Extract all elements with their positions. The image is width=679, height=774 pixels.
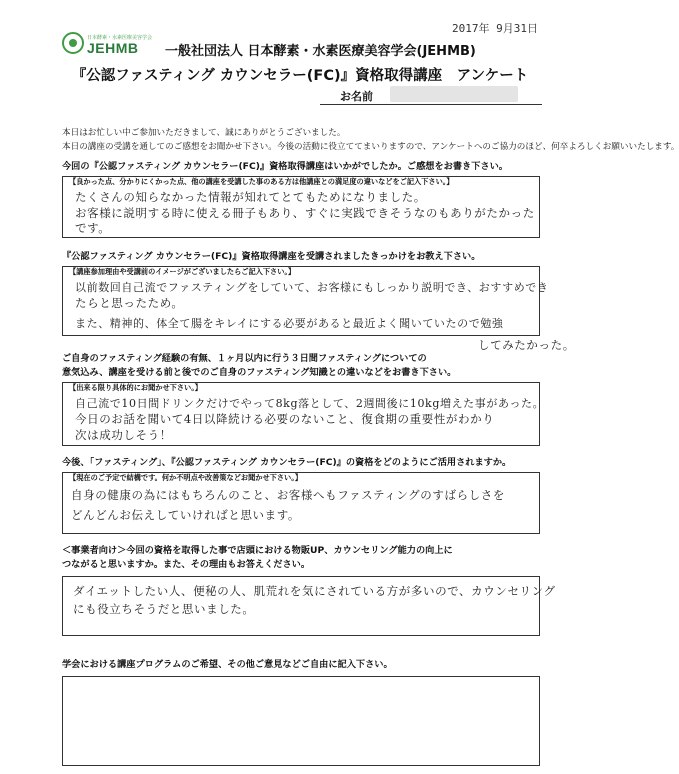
question-3-line-2: 意気込み、講座を受ける前と後でのご自身のファスティング知識との違いなどをお書き下さい。 <box>62 367 457 378</box>
hint-1: 【良かった点、分かりにくかった点、他の講座を受講した事のある方は他講座との満足度の違いなどをご記入下さい。】 <box>69 177 454 186</box>
answer-1-line-3: です。 <box>75 221 111 235</box>
hint-3: 【出来る限り具体的にお聞かせ下さい。】 <box>69 383 202 392</box>
answer-5-line-2: にも役立ちそうだと思いました。 <box>73 602 255 616</box>
answer-4-line-2: どんどんお伝えしていければと思います。 <box>71 508 300 522</box>
hint-4: 【現在のご予定で結構です。何か不明点や改善策などお聞かせ下さい。】 <box>69 473 303 482</box>
answer-box-6[interactable] <box>62 676 540 766</box>
answer-box-5[interactable] <box>62 576 556 636</box>
organization-name: 一般社団法人 日本酵素・水素医療美容学会(JEHMB) <box>165 44 476 59</box>
name-label: お名前 <box>340 90 373 103</box>
answer-2-line-4: してみたかった。 <box>478 338 575 352</box>
page-title: 『公認ファスティング カウンセラー(FC)』資格取得講座 アンケート <box>71 68 529 84</box>
answer-3-line-2: 今日のお話を聞いて4日以降続ける必要のないこと、復食期の重要性がわかり <box>75 412 495 426</box>
answer-2-line-3: また、精神的、体全て腸をキレイにする必要があると最近よく聞いていたので勉強 <box>75 317 504 330</box>
logo-emblem-icon <box>62 32 84 54</box>
answer-2-line-2: たらと思ったため。 <box>75 296 184 310</box>
answer-1-line-2: お客様に説明する時に使える冊子もあり、すぐに実践できそうなのもありがたかった <box>75 206 535 220</box>
answer-5-line-1: ダイエットしたい人、便秘の人、肌荒れを気にされている方が多いので、カウンセリング <box>73 584 556 598</box>
jehmb-logo <box>62 32 152 58</box>
logo-subtitle: 日本酵素・水素医療美容学会 <box>87 35 153 41</box>
intro-text <box>62 126 679 154</box>
logo-text: JEHMB <box>87 40 139 56</box>
question-5-line-2: つながると思いますか。また、その理由もお答えください。 <box>62 559 311 570</box>
answer-4-line-1: 自身の健康の為にはもちろんのこと、お客様へもファスティングのすばらしさを <box>71 488 505 502</box>
question-5-line-1: ＜事業者向け＞今回の資格を取得した事で店頭における物販UP、カウンセリング能力の向上に <box>62 545 453 556</box>
answer-3-line-1: 自己流で10日間ドリンクだけでやって8kg落として、2週間後に10kg増えた事があった。 <box>75 397 545 410</box>
answer-3-line-3: 次は成功しそう！ <box>75 428 172 442</box>
intro-line-1: 本日はお忙しい中ご参加いただきまして、誠にありがとうございました。 <box>62 128 346 138</box>
answer-2-line-1: 以前数回自己流でファスティングをしていて、お客様にもしっかり説明でき、おすすめでき <box>75 281 549 294</box>
question-2: 『公認ファスティング カウンセラー(FC)』資格取得講座を受講されましたきっかけをお教え下さい。 <box>62 251 481 262</box>
intro-line-2: 本日の講座の受講を通してのご感想をお聞かせ下さい。今後の活動に役立ててまいりますので、アンケートへのご協力のほど、何卒よろしくお願いいたします。 <box>62 142 679 152</box>
answer-box-2[interactable] <box>62 266 549 336</box>
name-field-redacted <box>390 86 518 102</box>
hint-2: 【講座参加理由や受講前のイメージがございましたらご記入下さい。】 <box>69 267 296 276</box>
answer-box-1[interactable] <box>62 176 540 238</box>
answer-box-3[interactable] <box>62 382 545 446</box>
name-underline <box>320 104 542 105</box>
question-6: 学会における講座プログラムのご希望、その他ご意見などご自由に記入下さい。 <box>62 659 393 670</box>
question-3-line-1: ご自身のファスティング経験の有無、１ヶ月以内に行う３日間ファスティングについての <box>62 353 427 364</box>
answer-box-4[interactable] <box>62 472 540 534</box>
question-4: 今後、「ファスティング」、『公認ファスティング カウンセラー(FC)』の資格をどのようにご活用されますか。 <box>62 457 512 468</box>
answer-1-line-1: たくさんの知らなかった情報が知れてとてもためになりました。 <box>75 190 426 204</box>
survey-date: 2017年 9月31日 <box>452 22 538 35</box>
question-1: 今回の『公認ファスティング カウンセラー(FC)』資格取得講座はいかがでしたか。ご感想をお書き下さい。 <box>62 161 508 172</box>
